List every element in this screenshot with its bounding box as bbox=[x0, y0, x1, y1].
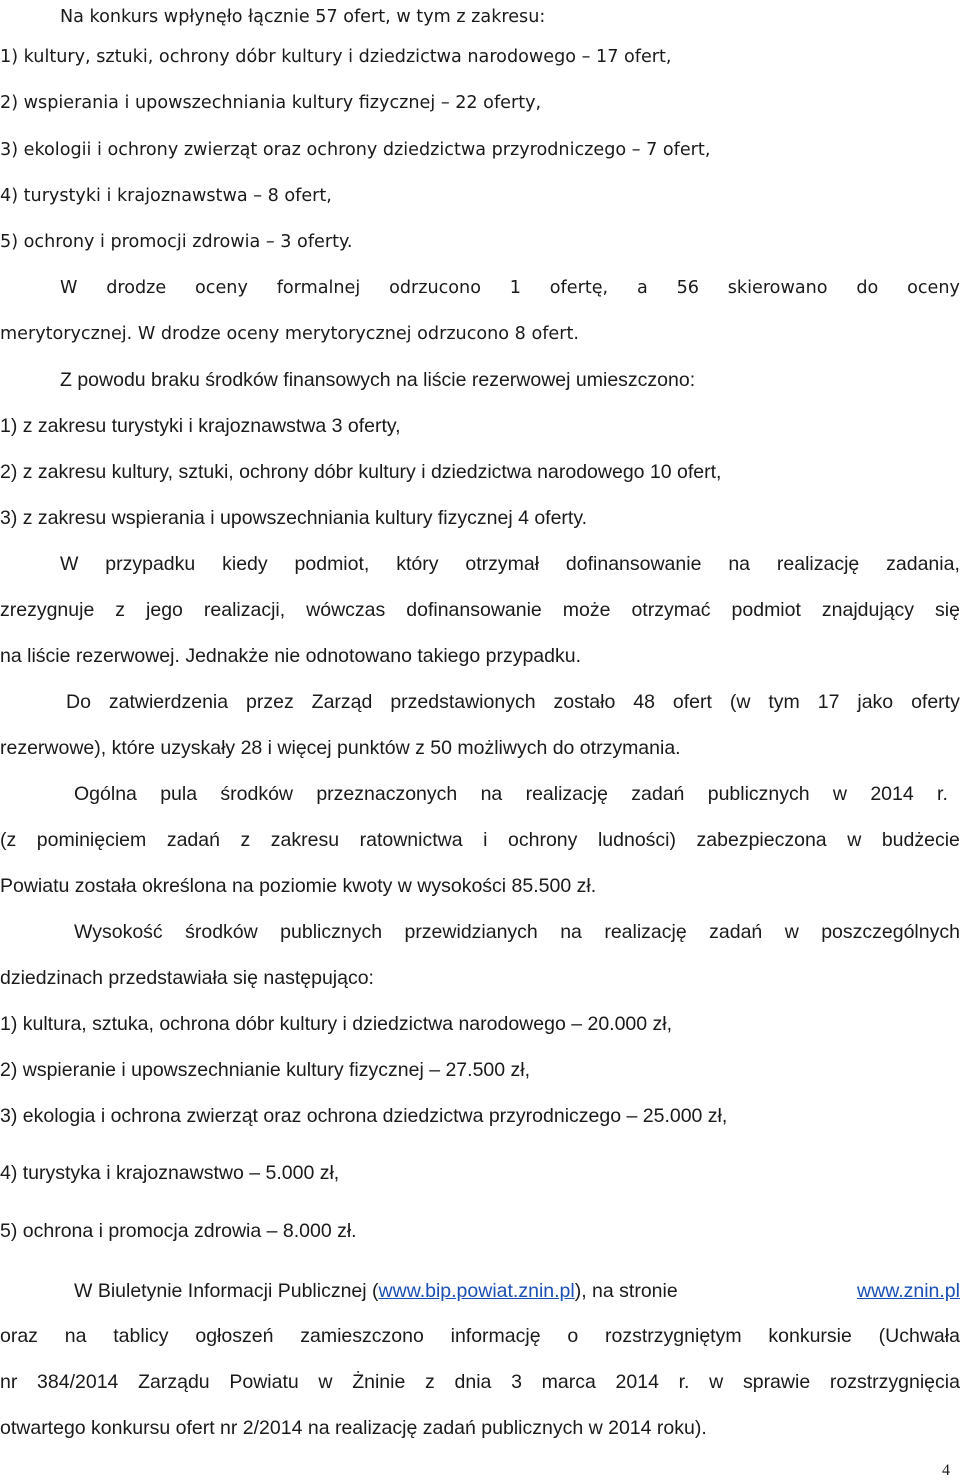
word: oceny bbox=[195, 278, 248, 298]
word: odrzucono bbox=[389, 278, 481, 298]
word: budżecie bbox=[881, 829, 960, 851]
word: tym bbox=[768, 691, 800, 713]
word: zadania, bbox=[886, 553, 960, 575]
text-line: na liście rezerwowej. Jednakże nie odnotowano takiego przypadku. bbox=[0, 645, 582, 667]
list-item: 4) turystyka i krajoznawstwo – 5.000 zł, bbox=[0, 1162, 340, 1184]
text-line: merytorycznej. W drodze oceny merytorycznej odrzucono 8 ofert. bbox=[0, 324, 579, 344]
list-item: 5) ochrony i promocji zdrowia – 3 oferty. bbox=[0, 232, 353, 252]
word: Powiatu bbox=[229, 1371, 299, 1393]
word: pominięciem bbox=[36, 829, 147, 851]
word: wówczas bbox=[306, 599, 386, 621]
word: ochrony bbox=[508, 829, 578, 851]
text-line: dziedzinach przedstawiała się następująco: bbox=[0, 967, 374, 989]
word: otrzymał bbox=[465, 553, 540, 575]
text-fragment: W Biuletynie Informacji Publicznej ( bbox=[74, 1280, 379, 1302]
word: nr bbox=[0, 1371, 18, 1393]
page-number: 4 bbox=[942, 1462, 950, 1479]
word: drodze bbox=[106, 278, 167, 298]
justified-line bbox=[60, 551, 960, 577]
justified-line bbox=[0, 597, 960, 623]
word: w bbox=[847, 829, 862, 851]
word: z bbox=[240, 829, 251, 851]
word: który bbox=[396, 553, 439, 575]
list-item: 1) kultura, sztuka, ochrona dóbr kultury i dziedzictwa narodowego – 20.000 zł, bbox=[0, 1013, 673, 1035]
word: konkursie bbox=[768, 1325, 852, 1347]
text-fragment: ), na stronie bbox=[574, 1280, 678, 1302]
word: przypadku bbox=[105, 553, 196, 575]
word: (z bbox=[0, 829, 17, 851]
word: publicznych bbox=[280, 921, 383, 943]
word: ofertę, bbox=[549, 278, 609, 298]
justified-line bbox=[66, 689, 960, 715]
word: zabezpieczona bbox=[696, 829, 827, 851]
text-fragment bbox=[74, 1278, 678, 1304]
word: z bbox=[425, 1371, 435, 1393]
list-item: 4) turystyki i krajoznawstwa – 8 ofert, bbox=[0, 186, 332, 206]
word: dofinansowanie bbox=[406, 599, 542, 621]
word: kiedy bbox=[222, 553, 268, 575]
word: realizacji, bbox=[203, 599, 286, 621]
word: przewidzianych bbox=[404, 921, 538, 943]
word: się bbox=[935, 599, 960, 621]
justified-line bbox=[0, 1323, 960, 1349]
word: ludności) bbox=[597, 829, 676, 851]
word: oceny bbox=[907, 278, 960, 298]
word: oferty bbox=[911, 691, 960, 713]
word: r. bbox=[937, 783, 948, 805]
word: oraz bbox=[0, 1325, 38, 1347]
word: pula bbox=[160, 783, 198, 805]
list-item: 3) z zakresu wspierania i upowszechniania kultury fizycznej 4 oferty. bbox=[0, 507, 588, 529]
word: W bbox=[60, 278, 78, 298]
word: dnia bbox=[454, 1371, 492, 1393]
website-link[interactable]: www.znin.pl bbox=[857, 1280, 960, 1302]
word: sprawie bbox=[742, 1371, 811, 1393]
word: (Uchwała bbox=[878, 1325, 960, 1347]
word: przedstawionych bbox=[390, 691, 536, 713]
text-line: Powiatu została określona na poziomie kwoty w wysokości 85.500 zł. bbox=[0, 875, 597, 897]
word: realizację bbox=[776, 553, 860, 575]
word: 1 bbox=[509, 278, 521, 298]
paragraph-intro: Na konkurs wpłynęło łącznie 57 ofert, w tym z zakresu: bbox=[60, 7, 546, 27]
word: W bbox=[60, 553, 79, 575]
word: może bbox=[562, 599, 611, 621]
justified-line bbox=[60, 275, 960, 301]
word: Wysokość bbox=[74, 921, 163, 943]
justified-line bbox=[0, 827, 960, 853]
word: poszczególnych bbox=[821, 921, 960, 943]
word: a bbox=[636, 278, 648, 298]
bip-line bbox=[74, 1278, 960, 1304]
word: ofert bbox=[672, 691, 712, 713]
word: realizację bbox=[604, 921, 687, 943]
word: publicznych bbox=[707, 783, 810, 805]
word: 2014 bbox=[870, 783, 914, 805]
bip-link[interactable]: www.bip.powiat.znin.pl bbox=[378, 1280, 575, 1302]
word: w bbox=[318, 1371, 333, 1393]
word: w bbox=[784, 921, 799, 943]
word: 56 bbox=[676, 278, 699, 298]
paragraph-intro: Z powodu braku środków finansowych na liście rezerwowej umieszczono: bbox=[60, 369, 696, 391]
list-item: 2) z zakresu kultury, sztuki, ochrony dóbr kultury i dziedzictwa narodowego 10 ofert, bbox=[0, 461, 722, 483]
word: jego bbox=[146, 599, 183, 621]
word: przeznaczonych bbox=[316, 783, 458, 805]
word: otrzymać bbox=[631, 599, 711, 621]
word: ogłoszeń bbox=[195, 1325, 274, 1347]
word: 48 bbox=[633, 691, 655, 713]
word: na bbox=[64, 1325, 87, 1347]
word: znajdujący bbox=[821, 599, 915, 621]
word: tablicy bbox=[113, 1325, 169, 1347]
word: marca bbox=[541, 1371, 596, 1393]
word: w bbox=[832, 783, 848, 805]
word: Zarząd bbox=[311, 691, 373, 713]
word: w bbox=[709, 1371, 724, 1393]
justified-line bbox=[74, 919, 960, 945]
word: dofinansowanie bbox=[565, 553, 702, 575]
word: informację bbox=[450, 1325, 541, 1347]
word: na bbox=[728, 553, 751, 575]
word: zrezygnuje bbox=[0, 599, 95, 621]
word: Do bbox=[66, 691, 91, 713]
word: z bbox=[115, 599, 126, 621]
word: do bbox=[856, 278, 879, 298]
word: 384/2014 bbox=[37, 1371, 119, 1393]
word: zadań bbox=[709, 921, 763, 943]
word: (w bbox=[729, 691, 751, 713]
list-item: 1) kultury, sztuki, ochrony dóbr kultury i dziedzictwa narodowego – 17 ofert, bbox=[0, 47, 672, 67]
list-item: 1) z zakresu turystyki i krajoznawstwa 3 oferty, bbox=[0, 415, 401, 437]
word: na bbox=[480, 783, 503, 805]
word: podmiot, bbox=[294, 553, 370, 575]
word: skierowano bbox=[727, 278, 828, 298]
word: zakresu bbox=[270, 829, 340, 851]
word: Żninie bbox=[352, 1371, 406, 1393]
word: zostało bbox=[553, 691, 616, 713]
word: Ogólna bbox=[74, 783, 137, 805]
list-item: 2) wspierania i upowszechniania kultury fizycznej – 22 oferty, bbox=[0, 93, 542, 113]
text-line: otwartego konkursu ofert nr 2/2014 na realizację zadań publicznych w 2014 roku). bbox=[0, 1417, 707, 1439]
word: formalnej bbox=[276, 278, 361, 298]
word: r. bbox=[678, 1371, 690, 1393]
word: przez bbox=[246, 691, 294, 713]
justified-line bbox=[0, 1369, 960, 1395]
word: ratownictwa bbox=[359, 829, 463, 851]
word: realizację bbox=[525, 783, 608, 805]
word: środków bbox=[185, 921, 258, 943]
word: jako bbox=[857, 691, 894, 713]
text-line: rezerwowe), które uzyskały 28 i więcej punktów z 50 możliwych do otrzymania. bbox=[0, 737, 681, 759]
word: zadań bbox=[166, 829, 220, 851]
list-item: 2) wspieranie i upowszechnianie kultury fizycznej – 27.500 zł, bbox=[0, 1059, 531, 1081]
word: o bbox=[567, 1325, 579, 1347]
list-item: 3) ekologii i ochrony zwierząt oraz ochrony dziedzictwa przyrodniczego – 7 ofert, bbox=[0, 140, 711, 160]
word: zatwierdzenia bbox=[108, 691, 229, 713]
word: na bbox=[560, 921, 582, 943]
list-item: 3) ekologia i ochrona zwierząt oraz ochrona dziedzictwa przyrodniczego – 25.000 zł, bbox=[0, 1105, 728, 1127]
word: zadań bbox=[631, 783, 685, 805]
word: rozstrzygniętym bbox=[605, 1325, 742, 1347]
word: 3 bbox=[511, 1371, 522, 1393]
word: zamieszczono bbox=[300, 1325, 424, 1347]
word: 17 bbox=[817, 691, 840, 713]
word: rozstrzygnięcia bbox=[829, 1371, 960, 1393]
word: Zarządu bbox=[138, 1371, 210, 1393]
word: środków bbox=[220, 783, 294, 805]
list-item: 5) ochrona i promocja zdrowia – 8.000 zł. bbox=[0, 1220, 357, 1242]
word: podmiot bbox=[731, 599, 801, 621]
word: 2014 bbox=[615, 1371, 659, 1393]
word: i bbox=[483, 829, 488, 851]
justified-line bbox=[74, 781, 948, 807]
